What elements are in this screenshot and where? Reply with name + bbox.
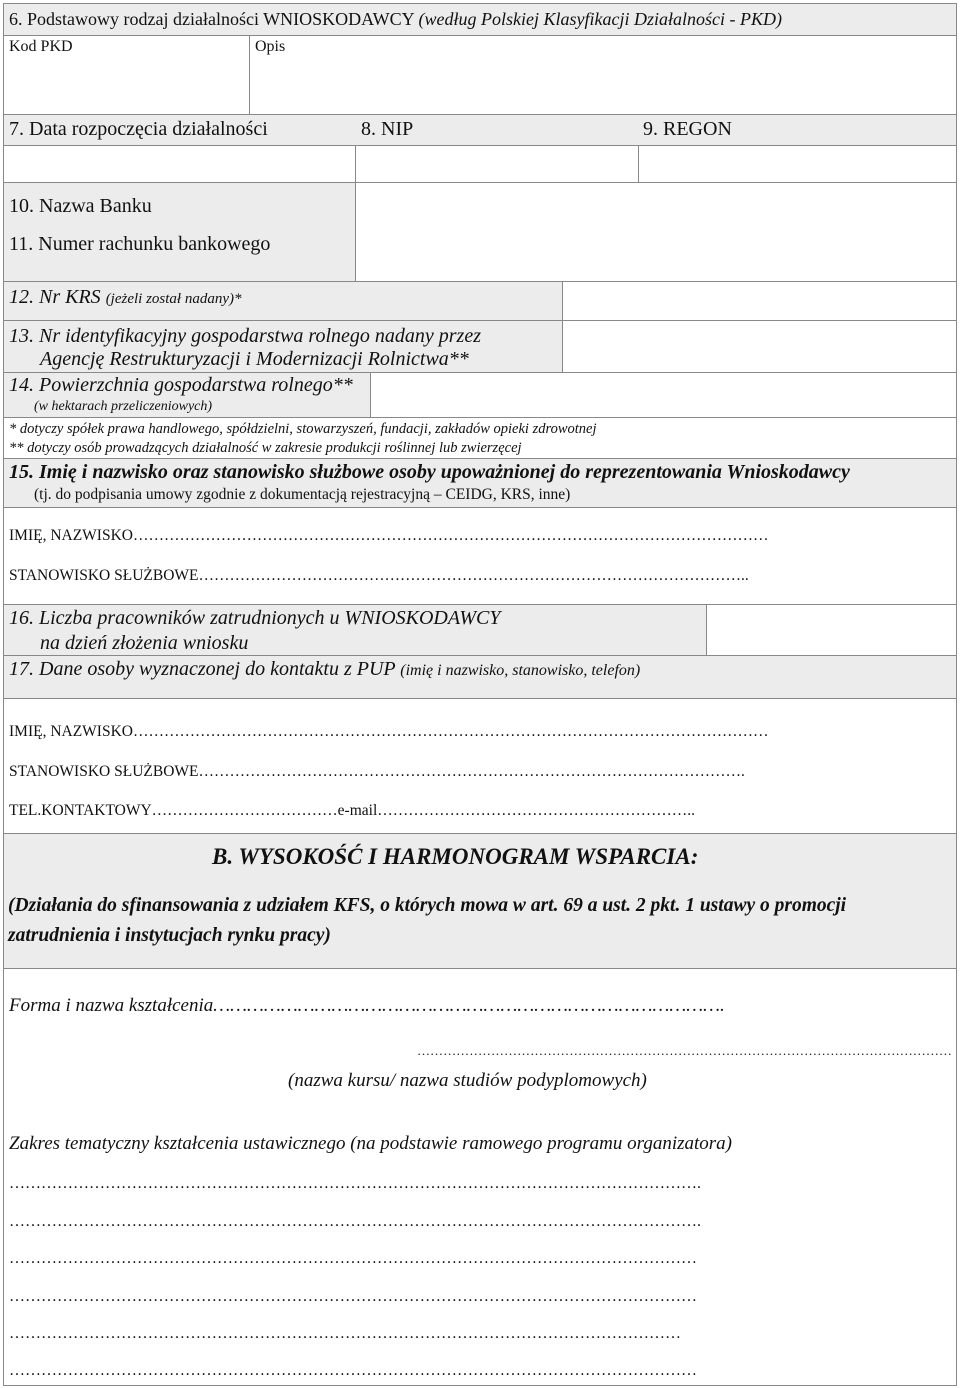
section-6-opis-cell[interactable] [249, 35, 957, 115]
pkd-description-label: Opis [255, 38, 286, 55]
section-17-title-main: 17. Dane osoby wyznaczonej do kontaktu z PUP [9, 658, 396, 680]
section-6-title-main: 6. Podstawowy rodzaj działalności WNIOSKODAWCY [9, 9, 414, 29]
nip-field[interactable] [355, 145, 639, 183]
section-17-title-note: (imię i nazwisko, stanowisko, telefon) [400, 662, 641, 679]
employee-count-field[interactable] [706, 604, 957, 656]
section-15-title: 15. Imię i nazwisko oraz stanowisko służbowe osoby upoważnionej do reprezentowania Wnioskodawcy [9, 461, 850, 483]
representative-name-line[interactable]: IMIĘ, NAZWISKO…………………………………………………………………………………………………………… [9, 527, 769, 544]
regon-field[interactable] [638, 145, 957, 183]
section-6-title-note: (według Polskiej Klasyfikacji Działalności - PKD) [418, 9, 782, 29]
krs-label-main: 12. Nr KRS [9, 286, 101, 308]
krs-field[interactable] [562, 281, 957, 321]
footnote-1: * dotyczy spółek prawa handlowego, spółdzielni, stowarzyszeń, fundacji, zakładów opieki zdrowotnej [9, 421, 597, 437]
farm-id-field[interactable] [562, 320, 957, 373]
farm-area-label-line2: (w hektarach przeliczeniowych) [34, 399, 213, 414]
contact-position-line[interactable]: STANOWISKO SŁUŻBOWE……………………………………………………………………………………………. [9, 763, 745, 780]
regon-label: 9. REGON [643, 118, 732, 140]
training-scope-dots-1[interactable]: …………………………………………………………………………………………………………………. [9, 1175, 701, 1192]
farm-area-label-line1: 14. Powierzchnia gospodarstwa rolnego** [9, 374, 353, 396]
training-scope-dots-2[interactable]: …………………………………………………………………………………………………………………. [9, 1213, 701, 1230]
contact-name-line[interactable]: IMIĘ, NAZWISKO…………………………………………………………………………………………………………… [9, 723, 769, 740]
footnote-2: ** dotyczy osób prowadzących działalność w zakresie produkcji roślinnej lub zwierzęcej [9, 440, 522, 456]
bank-account-label: 11. Numer rachunku bankowego [9, 233, 271, 255]
training-scope-dots-3[interactable]: ………………………………………………………………………………………………………………… [9, 1250, 697, 1267]
farm-id-label-line2: Agencję Restrukturyzacji i Modernizacji Rolnictwa** [40, 348, 469, 370]
bank-values-cell[interactable] [355, 182, 957, 282]
training-form-dots[interactable]: …………………………………………………………………………………………………………… [417, 1043, 952, 1058]
training-scope-dots-5[interactable]: ……………………………………………………………………………………………………………… [9, 1325, 681, 1342]
bank-name-label: 10. Nazwa Banku [9, 195, 152, 217]
contact-phone-email-line[interactable]: TEL.KONTAKTOWY………………………………e-mail…………………………………………………….. [9, 802, 696, 819]
section-15-note: (tj. do podpisania umowy zgodnie z dokumentacją rejestracyjną – CEIDG, KRS, inne) [34, 486, 571, 503]
training-form-line[interactable]: Forma i nazwa kształcenia………………………………………………………………………………. [9, 995, 725, 1016]
employee-count-label-line2: na dzień złożenia wniosku [40, 632, 249, 654]
section-6-title [9, 9, 782, 30]
training-scope-dots-6[interactable]: ………………………………………………………………………………………………………………… [9, 1362, 697, 1379]
section-b-subtitle-line2: zatrudnienia i instytucjach rynku pracy) [8, 925, 331, 946]
farm-id-label-line1: 13. Nr identyfikacyjny gospodarstwa rolnego nadany przez [9, 325, 481, 347]
employee-count-label-line1: 16. Liczba pracowników zatrudnionych u WNIOSKODAWCY [9, 607, 501, 629]
farm-area-field[interactable] [370, 372, 957, 418]
pkd-code-label: Kod PKD [9, 38, 73, 55]
krs-label-note: (jeżeli został nadany)* [105, 291, 242, 307]
training-form-caption: (nazwa kursu/ nazwa studiów podyplomowych) [288, 1070, 647, 1091]
section-17-title [9, 658, 640, 681]
start-date-field[interactable] [3, 145, 356, 183]
training-scope-dots-4[interactable]: ………………………………………………………………………………………………………………… [9, 1288, 697, 1305]
krs-label [9, 286, 242, 309]
section-b-heading: B. WYSOKOŚĆ I HARMONOGRAM WSPARCIA: [212, 844, 699, 869]
nip-label: 8. NIP [361, 118, 414, 140]
training-scope-line: Zakres tematyczny kształcenia ustawicznego (na podstawie ramowego programu organizatora) [9, 1133, 733, 1154]
start-date-label: 7. Data rozpoczęcia działalności [9, 118, 268, 140]
section-b-subtitle-line1: (Działania do sfinansowania z udziałem KFS, o których mowa w art. 69 a ust. 2 pkt. 1 ustawy o promocji [8, 895, 847, 916]
section-15-body [3, 507, 957, 605]
representative-position-line[interactable]: STANOWISKO SŁUŻBOWE…………………………………………………………………………………………….. [9, 567, 749, 584]
